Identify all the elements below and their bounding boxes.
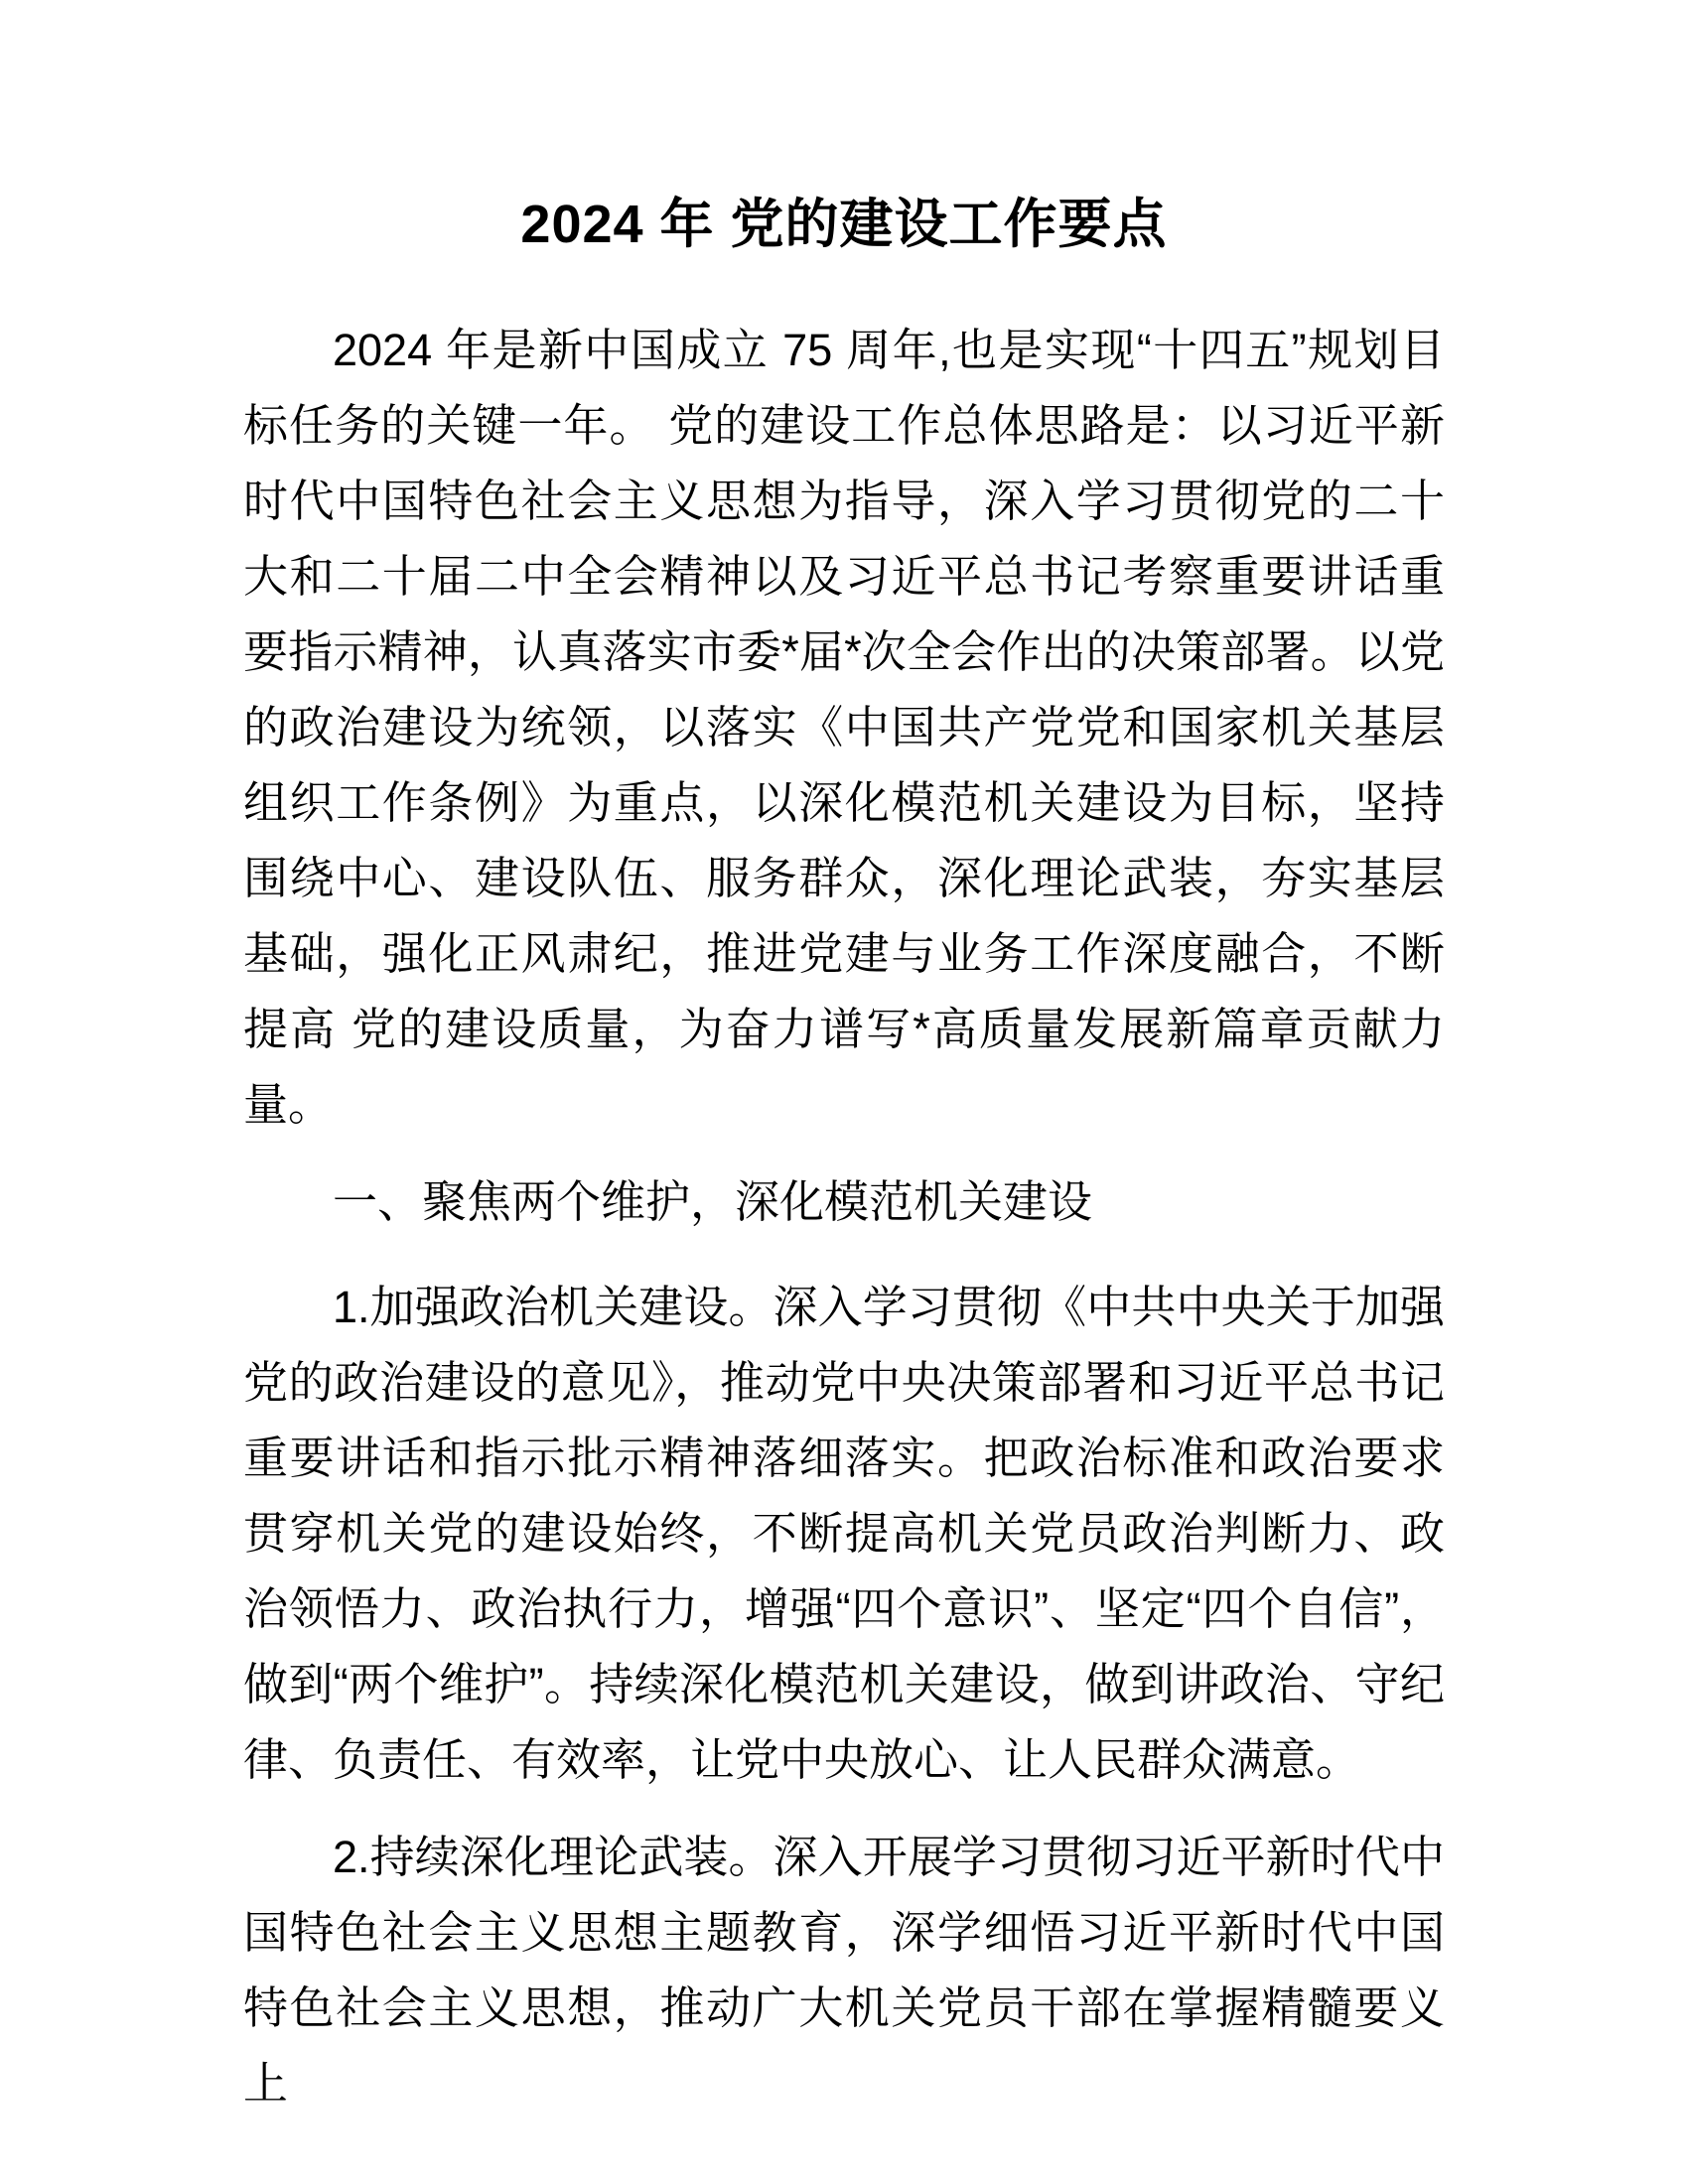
document-body: [243, 313, 1445, 2121]
intro-paragraph: 2024 年是新中国成立 75 周年,也是实现“十四五”规划目标任务的关键一年。 党的建设工作总体思路是：以习近平新时代中国特色社会主义思想为指导，深入学习贯彻党的二十大和二十届二中全会精神以及习近平总书记考察重要讲话重要指示精神，认真落实市委*届*次全会作出的决策部署。以党的政治建设为统领，以落实《中国共产党党和国家机关基层组织工作条例》为重点，以深化模范机关建设为目标，坚持围绕中心、建设队伍、服务群众，深化理论武装，夯实基层基础，强化正风肃纪，推进党建与业务工作深度融合，不断提高 党的建设质量，为奋力谱写*高质量发展新篇章贡献力量。: [243, 325, 1445, 1130]
item-2-paragraph: 2.持续深化理论武装。深入开展学习贯彻习近平新时代中国特色社会主义思想主题教育，深学细悟习近平新时代中国特色社会主义思想，推动广大机关党员干部在掌握精髓要义上: [243, 1832, 1445, 2109]
document-title: 2024 年 党的建设工作要点: [520, 195, 1168, 254]
section-heading-1: 一、聚焦两个维护，深化模范机关建设: [333, 1176, 1093, 1227]
item-1-paragraph: 1.加强政治机关建设。深入学习贯彻《中共中央关于加强党的政治建设的意见》，推动党中央决策部署和习近平总书记重要讲话和指示批示精神落细落实。把政治标准和政治要求贯穿机关党的建设始终，不断提高机关党员政治判断力、政治领悟力、政治执行力，增强“四个意识”、坚定“四个自信”，做到“两个维护”。持续深化模范机关建设，做到讲政治、守纪律、负责任、有效率，让党中央放心、让人民群众满意。: [243, 1282, 1445, 1785]
